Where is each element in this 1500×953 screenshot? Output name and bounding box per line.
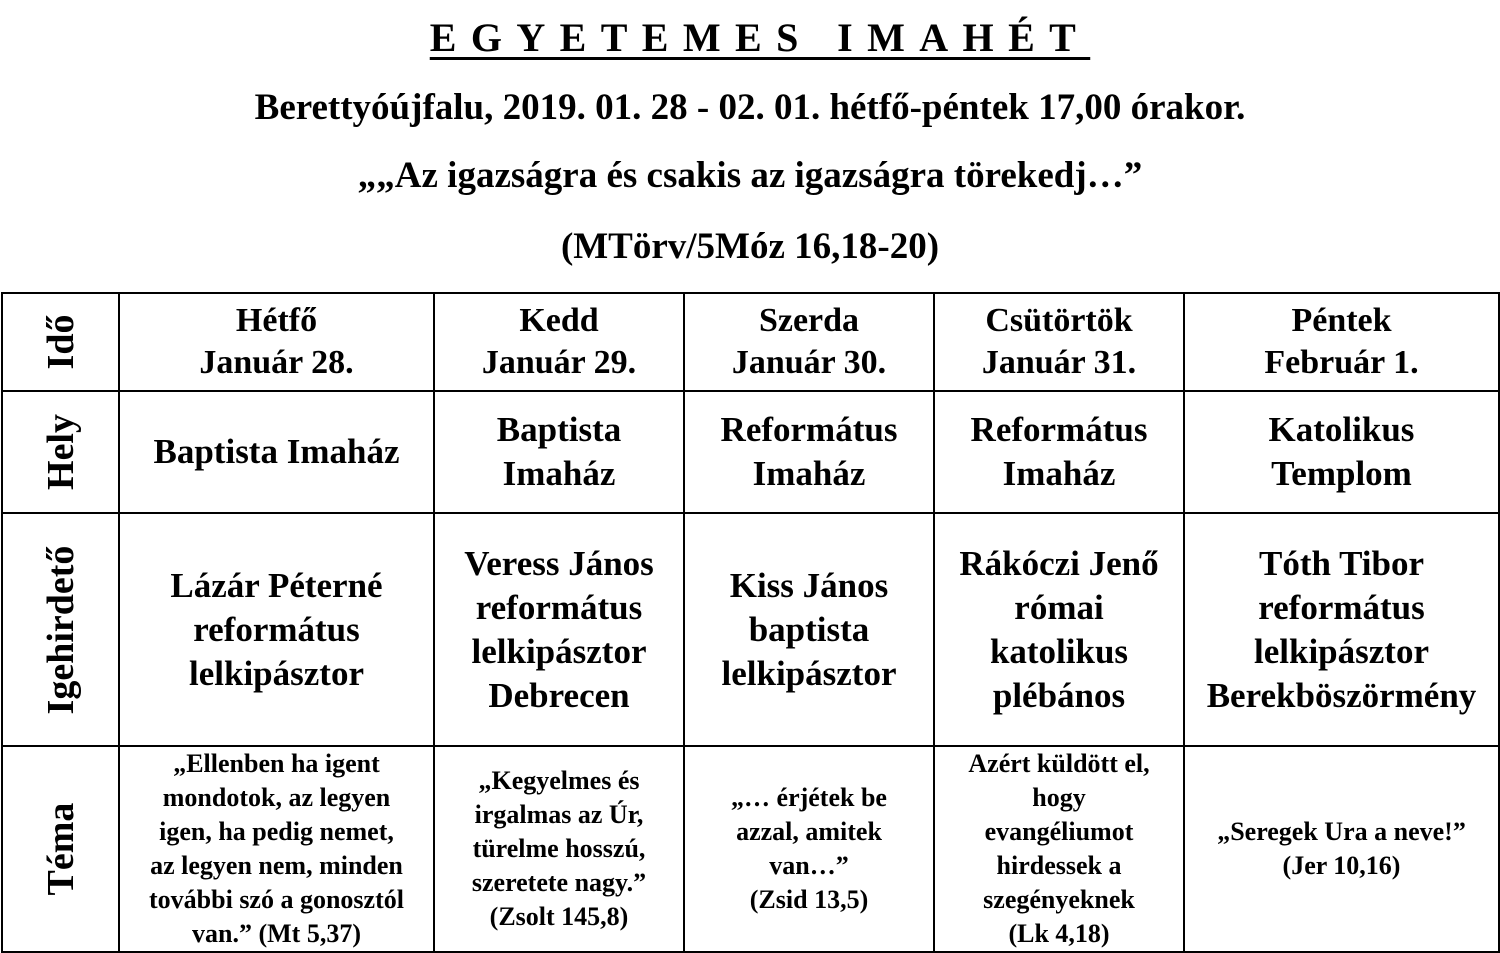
day-name: Szerda (758, 302, 860, 339)
table-row-theme (2, 746, 1499, 952)
theme-line: hogy (1032, 783, 1086, 812)
theme-line: szeretete nagy.” (471, 868, 647, 897)
place-line: Református (720, 410, 898, 449)
theme-line: „… érjétek be (731, 783, 887, 812)
theme-line: mondotok, az legyen (162, 783, 391, 812)
theme-cell-2 (684, 746, 934, 952)
theme-line: (Zsolt 145,8) (489, 902, 629, 931)
place-line: Katolikus (1268, 410, 1415, 449)
theme-line: van.” (Mt 5,37) (192, 919, 361, 948)
event-motto: „„Az igazságra és csakis az igazságra törekedj…” (357, 155, 1143, 196)
event-location-date: Berettyóújfalu, 2019. 01. 28 - 02. 01. hétfő-péntek 17,00 órakor. (254, 87, 1246, 128)
preacher-line: református (475, 587, 643, 627)
row-header-theme-label: Téma (39, 802, 82, 896)
preacher-cell-3 (934, 513, 1184, 746)
day-cell-0 (119, 293, 434, 391)
day-name: Péntek (1291, 302, 1392, 339)
theme-line: Azért küldött el, (968, 749, 1150, 778)
preacher-line: Debrecen (488, 675, 630, 715)
theme-line: irgalmas az Úr, (474, 800, 644, 829)
preacher-line: plébános (992, 675, 1126, 715)
bible-reference: (MTörv/5Móz 16,18-20) (560, 226, 940, 267)
preacher-line: református (193, 609, 360, 649)
theme-line: azzal, amitek (736, 817, 882, 846)
day-date: Január 31. (981, 344, 1137, 381)
theme-line: (Zsid 13,5) (749, 885, 869, 914)
row-header-time-label: Idő (39, 314, 82, 370)
theme-line: evangéliumot (984, 817, 1134, 846)
place-line: Baptista Imaház (153, 432, 400, 471)
theme-line: (Lk 4,18) (1008, 919, 1110, 948)
row-header-time (2, 293, 119, 391)
theme-line: az legyen nem, minden (150, 851, 403, 880)
preacher-line: református (1258, 587, 1425, 627)
schedule-table (1, 292, 1500, 953)
preacher-cell-1 (434, 513, 684, 746)
preacher-line: lelkipásztor (1254, 631, 1429, 671)
preacher-line: katolikus (989, 631, 1129, 671)
row-header-theme (2, 746, 119, 952)
day-date: Február 1. (1264, 344, 1419, 381)
preacher-line: baptista (748, 609, 870, 649)
day-date: Január 29. (481, 344, 637, 381)
place-cell-4 (1184, 391, 1499, 513)
day-name: Kedd (519, 302, 599, 339)
theme-cell-0 (119, 746, 434, 952)
preacher-line: Veress János (464, 543, 654, 583)
table-row-place (2, 391, 1499, 513)
place-cell-0 (119, 391, 434, 513)
preacher-line: Berekböszörmény (1206, 675, 1477, 715)
day-cell-2 (684, 293, 934, 391)
place-line: Református (970, 410, 1148, 449)
preacher-line: Kiss János (729, 565, 889, 605)
preacher-line: Rákóczi Jenő (959, 543, 1159, 583)
preacher-cell-4 (1184, 513, 1499, 746)
row-header-place (2, 391, 119, 513)
place-cell-3 (934, 391, 1184, 513)
theme-line: türelme hosszú, (472, 834, 646, 863)
preacher-cell-2 (684, 513, 934, 746)
day-date: Január 28. (199, 344, 354, 381)
theme-line: igen, ha pedig nemet, (159, 817, 394, 846)
theme-line: további szó a gonosztól (149, 885, 404, 914)
preacher-line: lelkipásztor (471, 631, 647, 671)
document-title: EGYETEMES IMAHÉT (429, 15, 1091, 60)
row-header-place-label: Hely (39, 414, 82, 490)
theme-line: „Kegyelmes és (478, 766, 640, 795)
preacher-line: római (1014, 587, 1104, 627)
theme-line: „Seregek Ura a neve!” (1217, 817, 1466, 846)
preacher-line: lelkipásztor (721, 653, 897, 693)
day-cell-1 (434, 293, 684, 391)
theme-cell-3 (934, 746, 1184, 952)
theme-line: szegényeknek (983, 885, 1135, 914)
place-line: Baptista (496, 410, 622, 449)
place-cell-2 (684, 391, 934, 513)
theme-line: (Jer 10,16) (1282, 851, 1401, 880)
theme-line: van…” (769, 851, 849, 880)
preacher-cell-0 (119, 513, 434, 746)
place-line: Imaház (1002, 454, 1116, 493)
place-line: Imaház (752, 454, 866, 493)
place-cell-1 (434, 391, 684, 513)
theme-cell-4 (1184, 746, 1499, 952)
place-line: Templom (1271, 454, 1412, 493)
day-name: Hétfő (235, 302, 318, 339)
place-line: Imaház (502, 454, 616, 493)
day-date: Január 30. (731, 344, 887, 381)
row-header-preacher-label: Igehirdető (39, 545, 82, 714)
table-row-preacher (2, 513, 1499, 746)
theme-line: hirdessek a (996, 851, 1122, 880)
day-cell-3 (934, 293, 1184, 391)
row-header-preacher (2, 513, 119, 746)
preacher-line: Tóth Tibor (1258, 543, 1425, 583)
day-name: Csütörtök (985, 302, 1133, 339)
theme-cell-1 (434, 746, 684, 952)
table-row-time (2, 293, 1499, 391)
theme-line: „Ellenben ha igent (173, 749, 380, 778)
day-cell-4 (1184, 293, 1499, 391)
preacher-line: lelkipásztor (189, 653, 364, 693)
preacher-line: Lázár Péterné (170, 565, 383, 605)
